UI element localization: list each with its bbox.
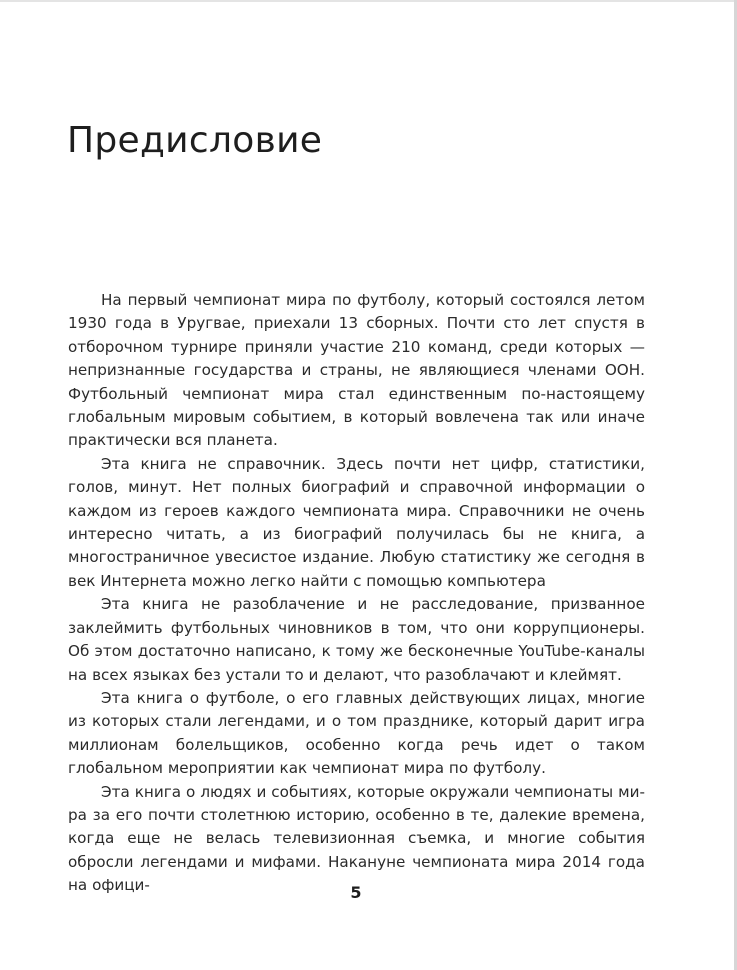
chapter-title: Предисловие (67, 120, 323, 161)
paragraph: Эта книга не разоблачение и не расследование, призванное заклеймить футбольных чиновников в том, что они коррупционеры. Об этом достаточно написано, к тому же бесконечные YouTube-каналы на всех языках без устали то и делают, что разоблачают и клеймят. (68, 595, 645, 684)
page-number: 5 (350, 883, 362, 902)
page-top-edge (0, 0, 737, 2)
paragraph: На первый чемпионат мира по футболу, который состоялся летом 1930 года в Уругвае, приехали 13 сборных. Почти сто лет спустя в отборочном турнире приняли участие 210 команд, среди которых — непризнанные государства и страны, не являющиеся членами ООН. Футбольный чемпионат мира стал единственным по-настоящему глобальным мировым событием, в который вовлечена так или иначе практически вся планета. (68, 291, 645, 450)
paragraph: Эта книга о людях и событиях, которые окружали чемпионаты мира за его почти столетнюю историю, особенно в те, далекие времена, когда еще не велась телевизионная съемка, и многие события обросли легендами и мифами. Накануне чемпионата мира 2014 года на офици- (68, 782, 645, 895)
body-text (68, 289, 645, 898)
paragraph: Эта книга не справочник. Здесь почти нет цифр, статистики, голов, минут. Нет полных биографий и справочной информации о каждом из героев каждого чемпионата мира. Справочники не очень интересно читать, а из биографий получилась бы не книга, а многостраничное увесистое издание. Любую статистику же сегодня в век Интернета можно легко найти с помощью компьютера (68, 454, 645, 590)
paragraph: Эта книга о футболе, о его главных действующих лицах, многие из которых стали легендами, и о том празднике, который дарит игра миллионам болельщиков, особенно когда речь идет о таком глобальном мероприятии как чемпионат мира по футболу. (68, 688, 645, 778)
